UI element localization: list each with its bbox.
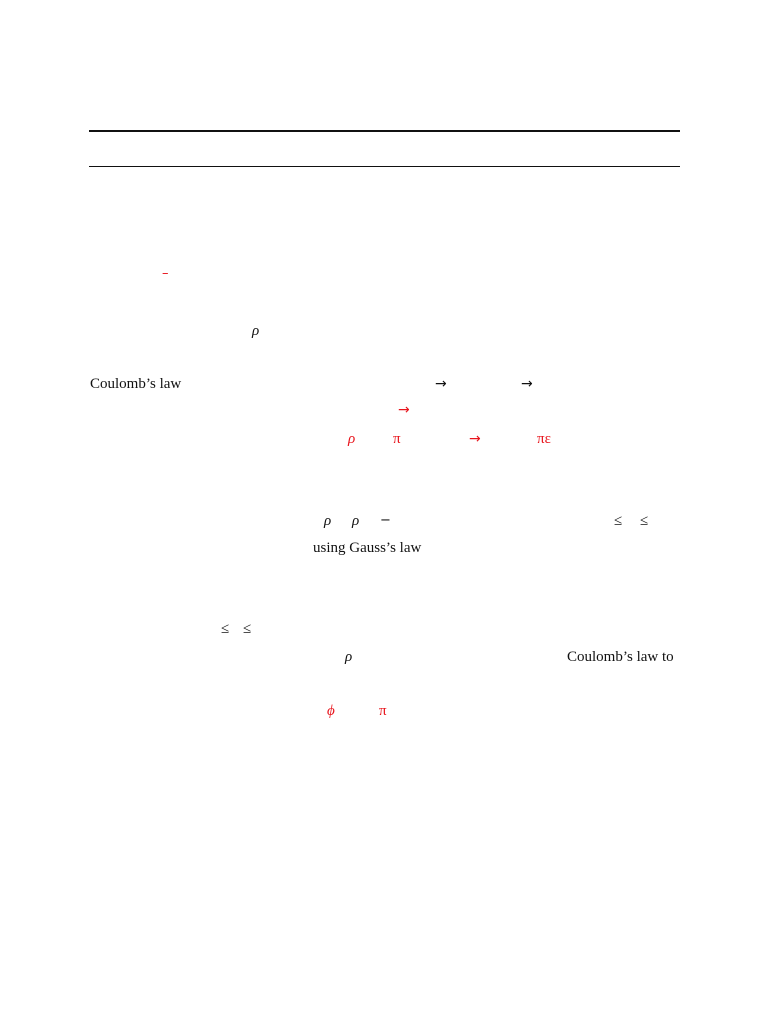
leq-symbol: ≤ [640,513,649,529]
coulombs-law-to-text: Coulomb’s law to [567,649,674,665]
gauss-law-text: using Gauss’s law [313,540,422,556]
red-pi-symbol: π [393,431,401,447]
leq-symbol: ≤ [614,513,623,529]
leq-symbol: ≤ [243,621,252,637]
rho-symbol: ρ [345,649,353,665]
red-phi-symbol: ϕ [327,703,335,719]
red-dash: – [162,266,169,281]
arrow-icon: → [435,376,447,392]
rho-symbol: ρ [352,513,360,529]
arrow-icon: → [521,376,533,392]
header-rule-top [89,130,680,132]
leq-symbol: ≤ [221,621,230,637]
rho-symbol: ρ [252,323,260,339]
red-pi-symbol: π [379,703,387,719]
header-rule-bottom [89,166,680,167]
red-arrow-icon: → [469,431,481,447]
red-arrow-icon: → [398,402,410,418]
rho-symbol: ρ [324,513,332,529]
red-pi-epsilon: πε [537,431,551,447]
red-rho-symbol: ρ [348,431,356,447]
coulombs-law-text: Coulomb’s law [90,376,182,392]
minus-sign: − [380,513,391,528]
